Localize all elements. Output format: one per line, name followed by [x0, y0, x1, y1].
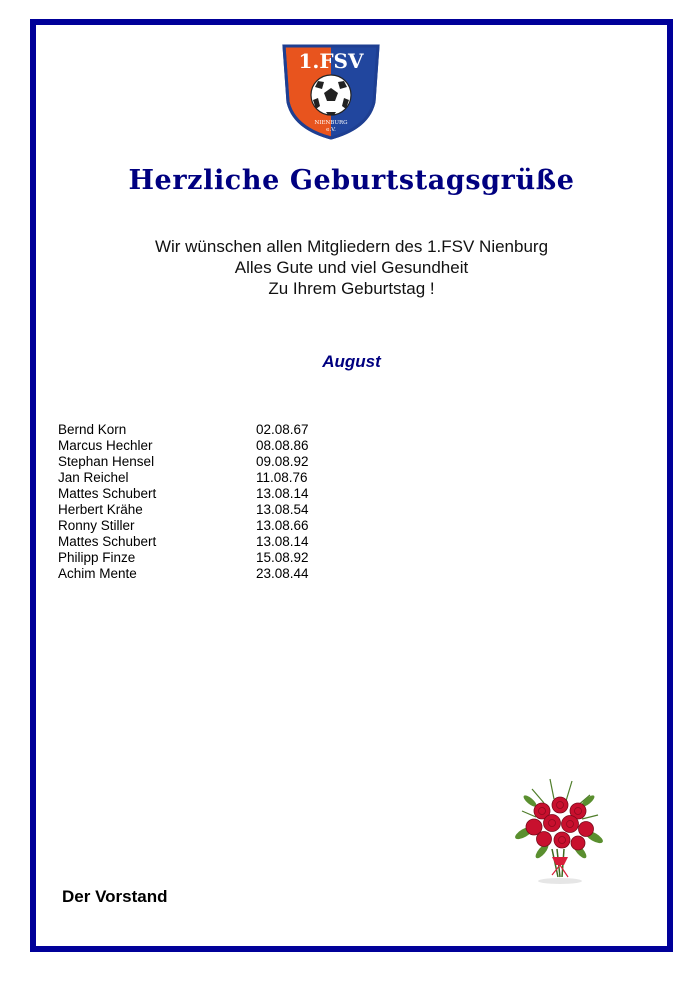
greeting-line: Wir wünschen allen Mitgliedern des 1.FSV Nienburg [154, 237, 549, 256]
birth-date: 13.08.14 [256, 534, 309, 549]
member-name: Ronny Stiller [58, 518, 135, 533]
list-item [58, 486, 378, 502]
member-name: Achim Mente [58, 566, 137, 581]
logo-name: 1.FSV [298, 49, 364, 73]
month-heading: August [322, 352, 381, 371]
birth-date: 02.08.67 [256, 422, 309, 437]
list-item [58, 454, 378, 470]
list-item [58, 566, 378, 582]
birth-date: 23.08.44 [256, 566, 309, 581]
logo-suffix: e.V. [326, 127, 336, 133]
member-name: Mattes Schubert [58, 486, 157, 501]
birth-date: 09.08.92 [256, 454, 309, 469]
member-name: Mattes Schubert [58, 534, 157, 549]
birthday-list [58, 422, 378, 582]
club-logo [278, 40, 384, 140]
list-item [58, 470, 378, 486]
birth-date: 15.08.92 [256, 550, 309, 565]
flower-bouquet-image [502, 771, 612, 886]
list-item [58, 502, 378, 518]
member-name: Herbert Krähe [58, 502, 143, 517]
member-name: Marcus Hechler [58, 438, 153, 453]
list-item [58, 518, 378, 534]
greeting-line: Zu Ihrem Geburtstag ! [268, 279, 435, 298]
greeting-text [36, 236, 667, 299]
birth-date: 08.08.86 [256, 438, 309, 453]
list-item [58, 422, 378, 438]
birth-date: 11.08.76 [256, 470, 308, 485]
page-title: Herzliche Geburtstagsgrüße [128, 165, 575, 196]
birth-date: 13.08.66 [256, 518, 309, 533]
list-item [58, 534, 378, 550]
greeting-line: Alles Gute und viel Gesundheit [234, 258, 469, 277]
page-frame [30, 19, 673, 952]
birth-date: 13.08.54 [256, 502, 309, 517]
member-name: Jan Reichel [58, 470, 129, 485]
member-name: Philipp Finze [58, 550, 136, 565]
member-name: Stephan Hensel [58, 454, 155, 469]
logo-city: NIENBURG [314, 120, 348, 126]
member-name: Bernd Korn [58, 422, 127, 437]
signature: Der Vorstand [62, 887, 168, 906]
list-item [58, 438, 378, 454]
list-item [58, 550, 378, 566]
birth-date: 13.08.14 [256, 486, 309, 501]
